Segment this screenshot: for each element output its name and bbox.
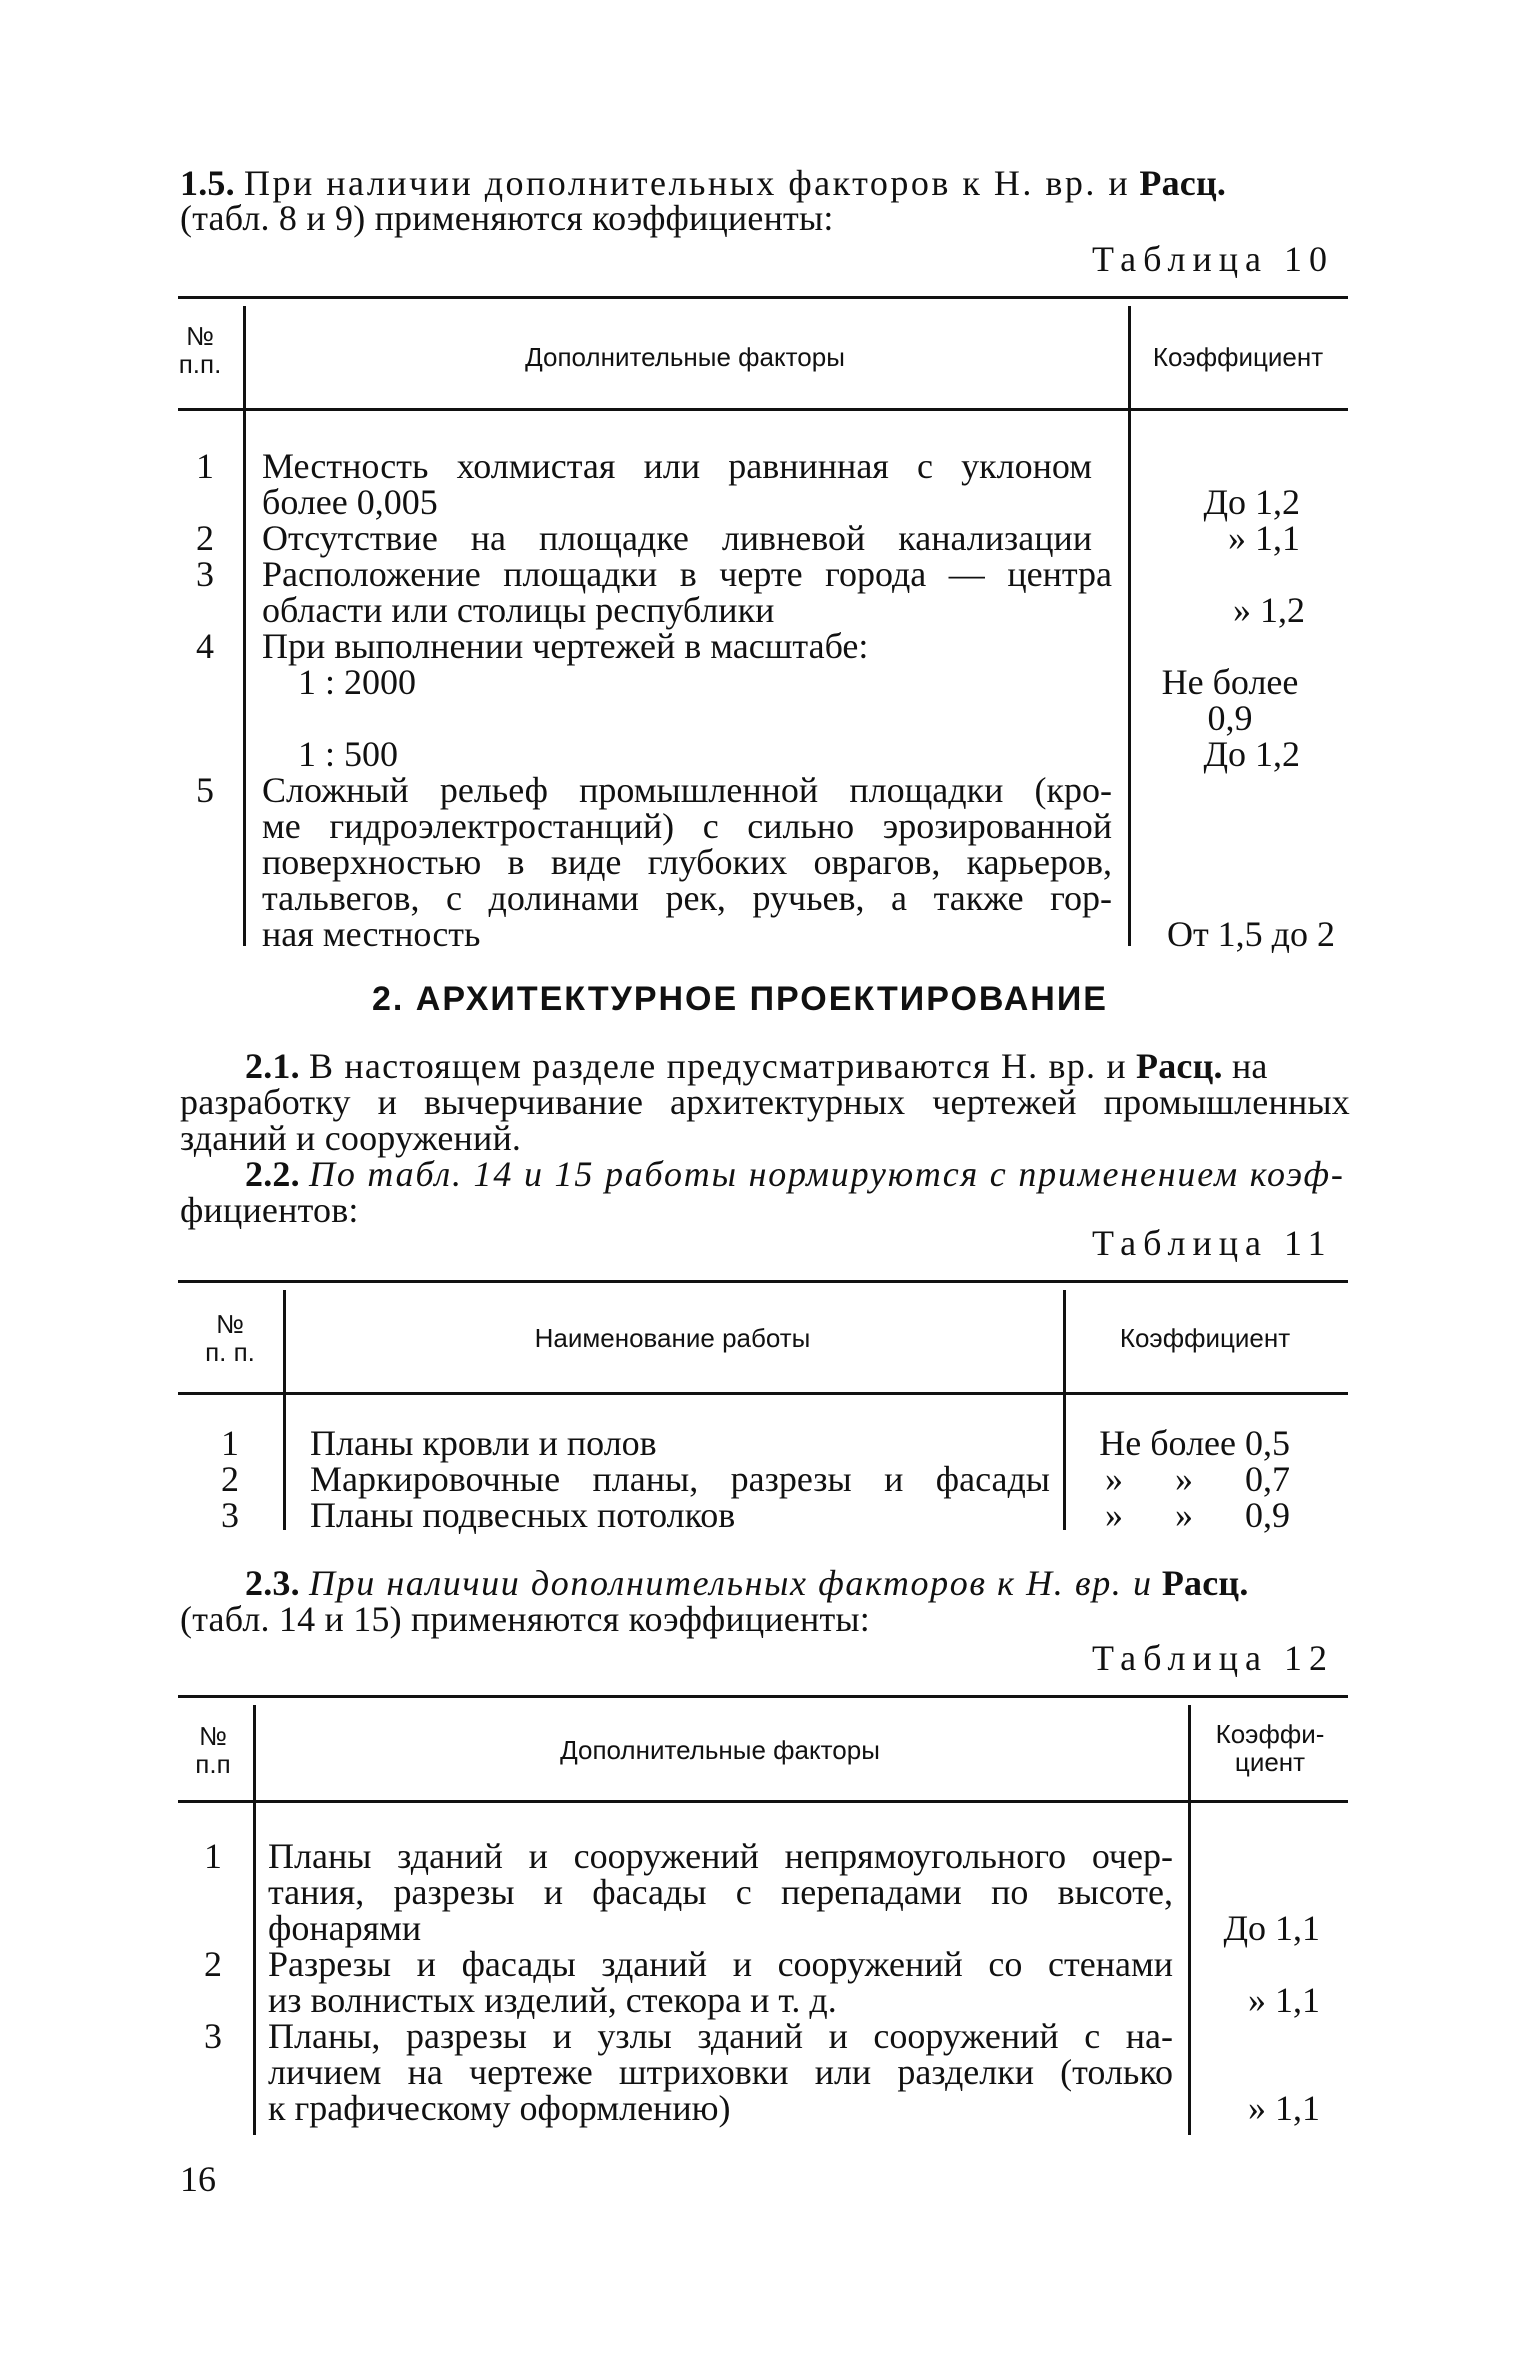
- rasc-label: Расц.: [1136, 1046, 1223, 1086]
- paragraph-2-1-line-2: разработку и вычерчивание архитектурных чертежей промышленных: [180, 1082, 1350, 1122]
- paragraph-1-5-line-1: [180, 165, 1340, 201]
- table-10-col-divider-2: [1128, 306, 1131, 946]
- t12-row-3-line-1: Планы, разрезы и узлы зданий и сооружений с на-: [268, 2016, 1173, 2056]
- t10-row-1-num: 1: [196, 446, 214, 486]
- t12-row-2-num: 2: [204, 1944, 222, 1984]
- t12-row-1-line-1: Планы зданий и сооружений непрямоугольного очер-: [268, 1836, 1173, 1876]
- t12-row-1-num: 1: [204, 1836, 222, 1876]
- t10-row-1-line-2: более 0,005: [262, 482, 438, 522]
- t10-row-4-coef-value: 0,9: [1207, 698, 1253, 738]
- t11-row-1-text: Планы кровли и полов: [310, 1423, 657, 1463]
- t12-row-3-coef: » 1,1: [1248, 2088, 1320, 2128]
- t10-row-4-num: 4: [196, 626, 214, 666]
- table-10-col-divider-1: [243, 306, 246, 946]
- t12-row-3-num: 3: [204, 2016, 222, 2056]
- para-text: По табл. 14 и 15 работы нормируются с применением коэф-: [309, 1154, 1345, 1194]
- t11-row-3-text: Планы подвесных потолков: [310, 1495, 736, 1535]
- t10-row-1-line-1: Местность холмистая или равнинная с уклоном: [262, 446, 1092, 486]
- para-text: При наличии дополнительных факторов к Н. вр. и: [309, 1563, 1153, 1603]
- table-12-header-factors: Дополнительные факторы: [560, 1735, 880, 1765]
- table-10-top-rule: [178, 296, 1348, 299]
- t10-row-1-coef: До 1,2: [1203, 482, 1300, 522]
- paragraph-2-1-line-3: зданий и сооружений.: [180, 1118, 522, 1158]
- table-11-top-rule: [178, 1280, 1348, 1283]
- t10-row-4-line-1: При выполнении чертежей в масштабе:: [262, 626, 869, 666]
- table-12-header-rule: [178, 1800, 1348, 1803]
- t10-row-5-line-1: Сложный рельеф промышленной площадки (кро-: [262, 770, 1112, 810]
- t10-row-5-line-3: поверхностью в виде глубоких оврагов, карьеров,: [262, 842, 1112, 882]
- t12-row-3-line-3: к графическому оформлению): [268, 2088, 731, 2128]
- table-12-col-divider-2: [1188, 1705, 1191, 2135]
- t11-row-2-text: Маркировочные планы, разрезы и фасады: [310, 1459, 1050, 1499]
- t10-row-3-num: 3: [196, 554, 214, 594]
- table-10-caption: Таблица 10: [1092, 239, 1334, 279]
- para-text: В настоящем разделе предусматриваются Н. вр. и: [309, 1046, 1127, 1086]
- table-12-col-divider-1: [253, 1705, 256, 2135]
- t10-row-5-coef: От 1,5 до 2: [1166, 914, 1335, 954]
- para-text: на: [1231, 1046, 1268, 1086]
- table-11-col-divider-2: [1063, 1290, 1066, 1530]
- t10-row-4-line-2: 1 : 2000: [298, 662, 417, 702]
- paragraph-2-2-line-1: [245, 1156, 1350, 1192]
- t12-row-2-line-1: Разрезы и фасады зданий и сооружений со стенами: [268, 1944, 1173, 1984]
- para-number: 1.5.: [180, 163, 235, 203]
- para-number: 2.1.: [245, 1046, 300, 1086]
- t10-row-5-num: 5: [196, 770, 214, 810]
- t11-row-2-coef: » » 0,7: [1105, 1459, 1290, 1499]
- t10-row-5-line-4: тальвегов, с долинами рек, ручьев, а также гор-: [262, 878, 1112, 918]
- paragraph-2-3-line-2: (табл. 14 и 15) применяются коэффициенты:: [180, 1599, 870, 1639]
- rasc-label: Расц.: [1161, 1563, 1249, 1603]
- para-text: При наличии дополнительных факторов к Н. вр. и: [244, 163, 1131, 203]
- t10-row-3-line-1: Расположение площадки в черте города — центра: [262, 554, 1112, 594]
- table-12-header-coef: Коэффи- циент: [1215, 1719, 1325, 1777]
- table-11-header-work: Наименование работы: [534, 1323, 811, 1353]
- table-11-header-coef: Коэффициент: [1119, 1323, 1291, 1353]
- t10-row-3-coef: » 1,2: [1233, 590, 1305, 630]
- table-11-caption: Таблица 11: [1092, 1223, 1333, 1263]
- para-number: 2.2.: [245, 1154, 300, 1194]
- page-number: 16: [180, 2159, 216, 2199]
- t10-row-4b-coef: До 1,2: [1203, 734, 1300, 774]
- t12-row-2-coef: » 1,1: [1248, 1980, 1320, 2020]
- table-10-header-rule: [178, 408, 1348, 411]
- t10-row-2-line-1: Отсутствие на площадке ливневой канализации: [262, 518, 1092, 558]
- para-number: 2.3.: [245, 1563, 300, 1603]
- rasc-label: Расц.: [1139, 163, 1227, 203]
- t10-row-4b-line-1: 1 : 500: [298, 734, 399, 774]
- table-12-caption: Таблица 12: [1092, 1638, 1334, 1678]
- table-10-header-num: № п.п.: [178, 321, 222, 379]
- t12-row-3-line-2: личием на чертеже штриховки или разделки (только: [268, 2052, 1173, 2092]
- t11-row-1-num: 1: [221, 1423, 239, 1463]
- t10-row-2-num: 2: [196, 518, 214, 558]
- paragraph-2-3-line-1: [245, 1565, 1350, 1601]
- paragraph-1-5-line-2: (табл. 8 и 9) применяются коэффициенты:: [180, 198, 834, 238]
- t11-row-1-coef: Не более 0,5: [1099, 1423, 1290, 1463]
- t10-row-2-coef: » 1,1: [1228, 518, 1300, 558]
- section-2-heading: 2. АРХИТЕКТУРНОЕ ПРОЕКТИРОВАНИЕ: [372, 980, 1108, 1018]
- table-11-header-num: № п. п.: [205, 1309, 255, 1367]
- table-11-header-rule: [178, 1392, 1348, 1395]
- paragraph-2-2-line-2: фициентов:: [180, 1190, 359, 1230]
- table-11-col-divider-1: [283, 1290, 286, 1530]
- t12-row-1-line-3: фонарями: [268, 1908, 422, 1948]
- table-10-header-factors: Дополнительные факторы: [525, 342, 845, 372]
- t10-row-4-coef: Не более: [1161, 662, 1299, 702]
- t12-row-1-coef: До 1,1: [1223, 1908, 1320, 1948]
- t12-row-1-line-2: тания, разрезы и фасады с перепадами по высоте,: [268, 1872, 1173, 1912]
- table-10-header-coef: Коэффициент: [1152, 342, 1324, 372]
- t11-row-2-num: 2: [221, 1459, 239, 1499]
- t11-row-3-coef: » » 0,9: [1105, 1495, 1290, 1535]
- t11-row-3-num: 3: [221, 1495, 239, 1535]
- table-12-header-num: № п.п: [195, 1721, 231, 1779]
- t10-row-5-line-2: ме гидроэлектростанций) с сильно эрозированной: [262, 806, 1112, 846]
- table-12-top-rule: [178, 1695, 1348, 1698]
- t10-row-5-line-5: ная местность: [262, 914, 481, 954]
- t12-row-2-line-2: из волнистых изделий, стекора и т. д.: [268, 1980, 837, 2020]
- t10-row-3-line-2: области или столицы республики: [262, 590, 775, 630]
- paragraph-2-1-line-1: [245, 1048, 1350, 1084]
